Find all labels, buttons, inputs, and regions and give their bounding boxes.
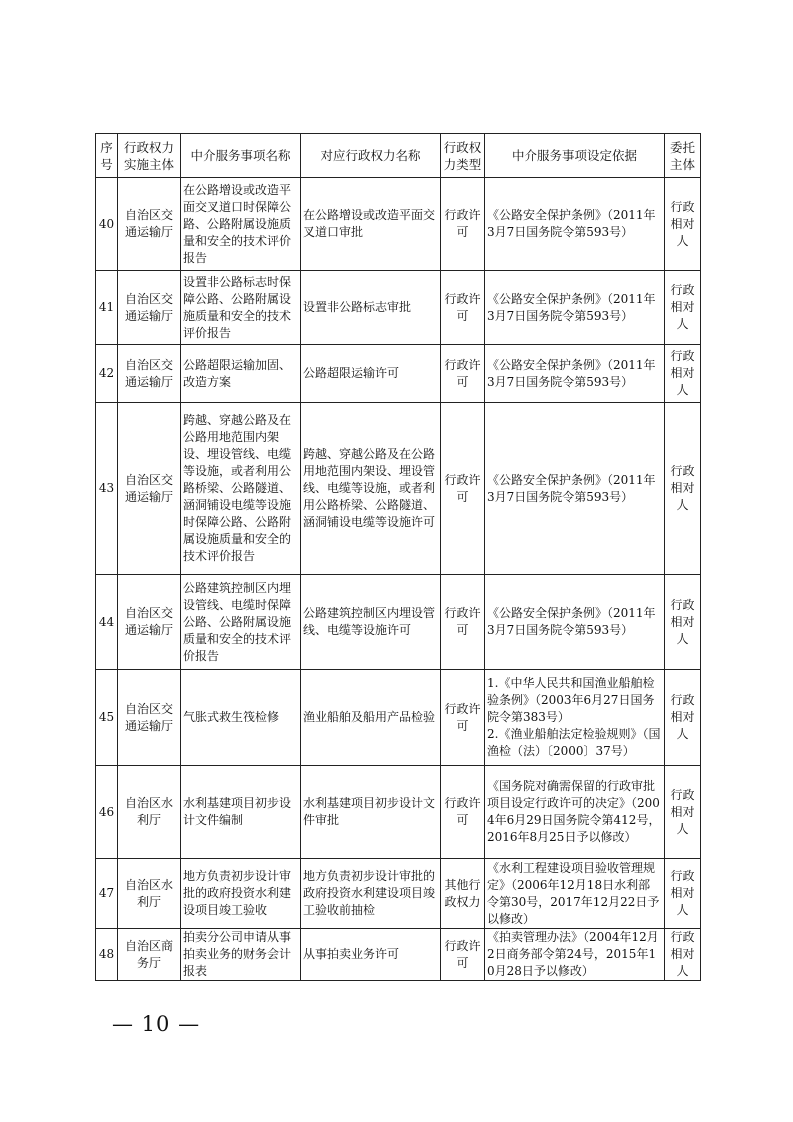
- header-basis: 中介服务事项设定依据: [485, 134, 665, 178]
- cell-entrust: 行政相对人: [665, 859, 701, 929]
- cell-service: 拍卖分公司申请从事拍卖业务的财务会计报表: [181, 929, 301, 981]
- cell-service: 水利基建项目初步设计文件编制: [181, 766, 301, 859]
- cell-body: 自治区商务厅: [118, 929, 181, 981]
- table-row: [96, 345, 701, 403]
- cell-no: 45: [96, 670, 118, 766]
- page-number: — 10 —: [112, 1012, 201, 1036]
- cell-body: 自治区交通运输厅: [118, 670, 181, 766]
- cell-power: 设置非公路标志审批: [301, 271, 441, 345]
- cell-service: 设置非公路标志时保障公路、公路附属设施质量和安全的技术评价报告: [181, 271, 301, 345]
- cell-power: 跨越、穿越公路及在公路用地范围内架设、埋设管线、电缆等设施，或者利用公路桥梁、公路隧道、涵洞铺设电缆等设施许可: [301, 403, 441, 575]
- cell-entrust: 行政相对人: [665, 403, 701, 575]
- cell-basis: 《公路安全保护条例》（2011年3月7日国务院令第593号）: [485, 345, 665, 403]
- cell-entrust: 行政相对人: [665, 929, 701, 981]
- cell-service: 地方负责初步设计审批的政府投资水利建设项目竣工验收: [181, 859, 301, 929]
- cell-basis: 《国务院对确需保留的行政审批项目设定行政许可的决定》（2004年6月29日国务院令第412号，2016年8月25日予以修改）: [485, 766, 665, 859]
- cell-power: 在公路增设或改造平面交叉道口审批: [301, 178, 441, 271]
- cell-service: 气胀式救生筏检修: [181, 670, 301, 766]
- cell-type: 行政许可: [441, 670, 485, 766]
- cell-no: 44: [96, 575, 118, 670]
- cell-body: 自治区水利厅: [118, 766, 181, 859]
- header-type: 行政权力类型: [441, 134, 485, 178]
- cell-no: 40: [96, 178, 118, 271]
- cell-basis: 《公路安全保护条例》（2011年3月7日国务院令第593号）: [485, 178, 665, 271]
- table-row: [96, 766, 701, 859]
- cell-basis: 《公路安全保护条例》（2011年3月7日国务院令第593号）: [485, 403, 665, 575]
- cell-no: 42: [96, 345, 118, 403]
- cell-basis: 1.《中华人民共和国渔业船舶检验条例》（2003年6月27日国务院令第383号） 2.《渔业船舶法定检验规则》（国渔检（法）〔2000〕37号）: [485, 670, 665, 766]
- cell-basis: 《公路安全保护条例》（2011年3月7日国务院令第593号）: [485, 271, 665, 345]
- cell-type: 行政许可: [441, 929, 485, 981]
- table-row: [96, 575, 701, 670]
- cell-no: 41: [96, 271, 118, 345]
- cell-service: 在公路增设或改造平面交叉道口时保障公路、公路附属设施质量和安全的技术评价报告: [181, 178, 301, 271]
- cell-type: 行政许可: [441, 271, 485, 345]
- header-entrust: 委托主体: [665, 134, 701, 178]
- cell-power: 水利基建项目初步设计文件审批: [301, 766, 441, 859]
- cell-type: 行政许可: [441, 575, 485, 670]
- cell-no: 43: [96, 403, 118, 575]
- cell-body: 自治区交通运输厅: [118, 178, 181, 271]
- cell-power: 从事拍卖业务许可: [301, 929, 441, 981]
- header-no: 序号: [96, 134, 118, 178]
- cell-power: 渔业船舶及船用产品检验: [301, 670, 441, 766]
- cell-no: 48: [96, 929, 118, 981]
- cell-type: 行政许可: [441, 403, 485, 575]
- cell-body: 自治区交通运输厅: [118, 345, 181, 403]
- cell-no: 47: [96, 859, 118, 929]
- cell-service: 公路超限运输加固、改造方案: [181, 345, 301, 403]
- cell-entrust: 行政相对人: [665, 345, 701, 403]
- cell-service: 跨越、穿越公路及在公路用地范围内架设、埋设管线、电缆等设施，或者利用公路桥梁、公路隧道、涵洞铺设电缆等设施时保障公路、公路附属设施质量和安全的技术评价报告: [181, 403, 301, 575]
- cell-body: 自治区交通运输厅: [118, 271, 181, 345]
- header-power: 对应行政权力名称: [301, 134, 441, 178]
- cell-type: 其他行政权力: [441, 859, 485, 929]
- cell-power: 地方负责初步设计审批的政府投资水利建设项目竣工验收前抽检: [301, 859, 441, 929]
- cell-body: 自治区交通运输厅: [118, 575, 181, 670]
- cell-body: 自治区水利厅: [118, 859, 181, 929]
- table-row: [96, 403, 701, 575]
- table-row: [96, 178, 701, 271]
- table-row: [96, 670, 701, 766]
- cell-body: 自治区交通运输厅: [118, 403, 181, 575]
- table-row: [96, 929, 701, 981]
- cell-basis: 《水利工程建设项目验收管理规定》（2006年12月18日水利部令第30号，2017年12月22日予以修改）: [485, 859, 665, 929]
- header-service: 中介服务事项名称: [181, 134, 301, 178]
- cell-service: 公路建筑控制区内埋设管线、电缆时保障公路、公路附属设施质量和安全的技术评价报告: [181, 575, 301, 670]
- cell-basis: 《拍卖管理办法》（2004年12月2日商务部令第24号，2015年10月28日予以修改）: [485, 929, 665, 981]
- cell-type: 行政许可: [441, 178, 485, 271]
- cell-power: 公路超限运输许可: [301, 345, 441, 403]
- cell-no: 46: [96, 766, 118, 859]
- table-row: [96, 859, 701, 929]
- cell-power: 公路建筑控制区内埋设管线、电缆等设施许可: [301, 575, 441, 670]
- cell-type: 行政许可: [441, 345, 485, 403]
- cell-entrust: 行政相对人: [665, 670, 701, 766]
- cell-entrust: 行政相对人: [665, 178, 701, 271]
- cell-entrust: 行政相对人: [665, 575, 701, 670]
- table-header-row: [96, 134, 701, 178]
- cell-entrust: 行政相对人: [665, 766, 701, 859]
- cell-basis: 《公路安全保护条例》（2011年3月7日国务院令第593号）: [485, 575, 665, 670]
- table-row: [96, 271, 701, 345]
- cell-type: 行政许可: [441, 766, 485, 859]
- services-table: [95, 133, 701, 981]
- cell-entrust: 行政相对人: [665, 271, 701, 345]
- table-body: [96, 178, 701, 981]
- header-body: 行政权力实施主体: [118, 134, 181, 178]
